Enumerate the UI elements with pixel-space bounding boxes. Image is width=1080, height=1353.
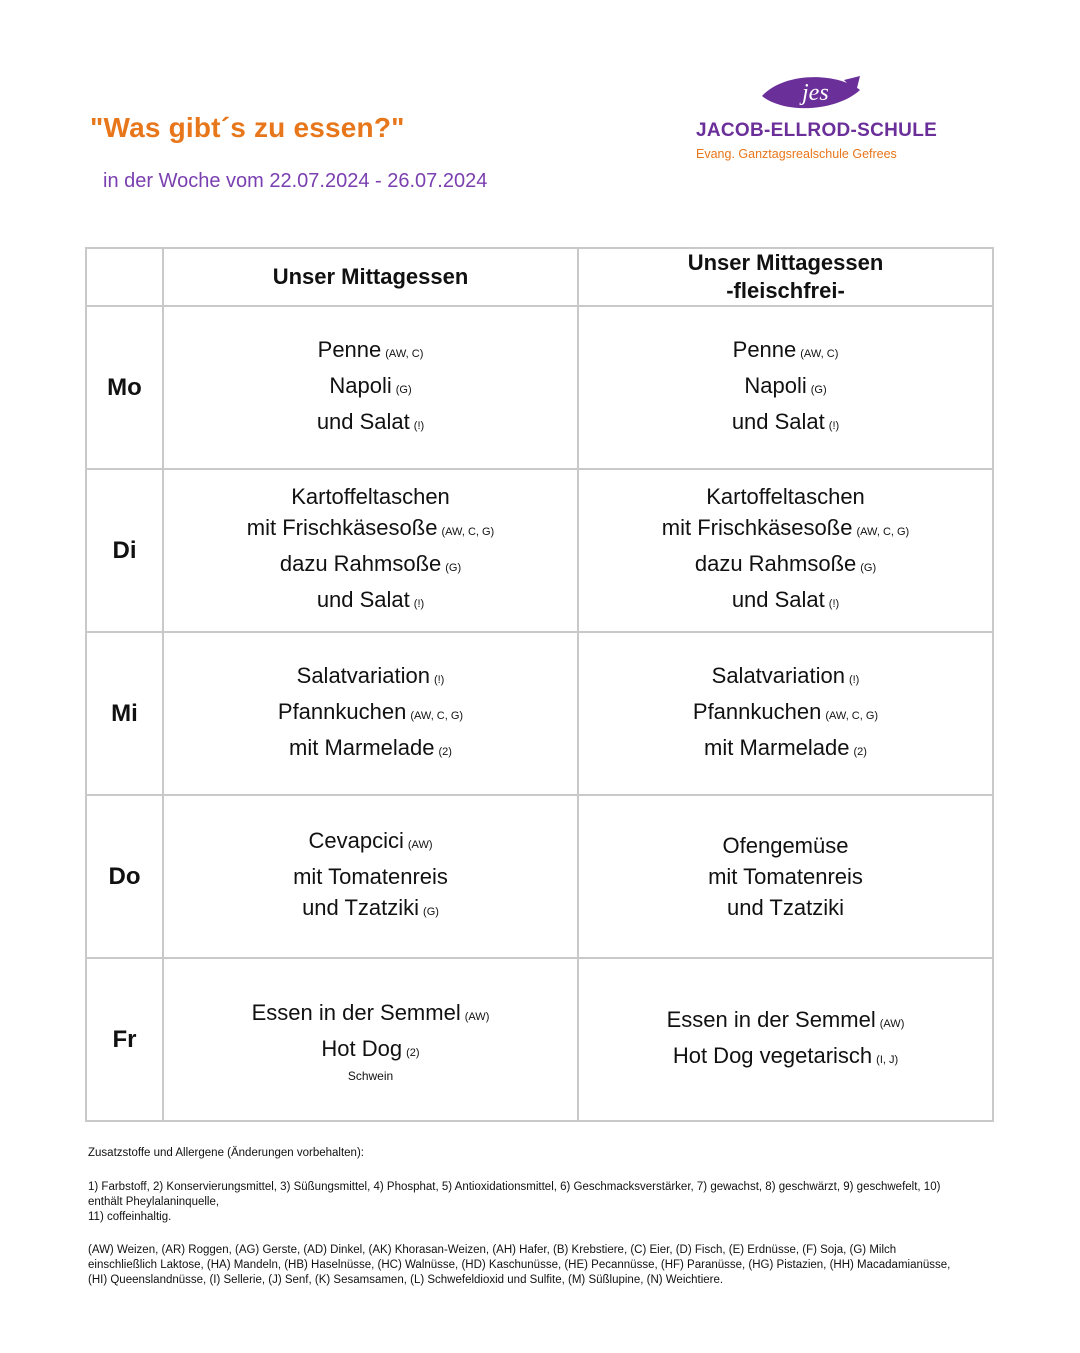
allergen-code: (I, J)	[876, 1053, 899, 1066]
additives-list	[88, 1180, 968, 1225]
allergen-code: (G)	[395, 383, 412, 396]
allergen-code: (2)	[438, 745, 452, 758]
dish-text: Penne	[317, 336, 382, 362]
menu-cell-vegetarian	[578, 795, 993, 958]
allergen-heading: Zusatzstoffe und Allergene (Änderungen vorbehalten):	[88, 1147, 364, 1159]
logo-mark-text: jes	[802, 80, 829, 106]
dish-line	[579, 548, 992, 584]
allergen-code: (AW, C, G)	[825, 709, 879, 722]
dish-text: Essen in der Semmel	[251, 999, 461, 1025]
dish-line	[579, 1004, 992, 1040]
dish-text: Pfannkuchen	[692, 698, 822, 724]
dish-text: dazu Rahmsoße	[279, 551, 442, 576]
table-row	[86, 958, 993, 1121]
allergen-code: (AW, C, G)	[410, 709, 464, 722]
menu-cell	[163, 795, 578, 958]
allergen-code: (G)	[810, 383, 827, 396]
table-row	[86, 632, 993, 795]
dish-text: und Salat	[316, 408, 410, 434]
dish-text: mit Frischkäsesoße	[661, 515, 853, 540]
header-veg-line: Unser Mittagessen	[687, 250, 884, 275]
dish-text: Napoli	[744, 372, 807, 398]
dish-line	[164, 584, 577, 620]
dish-line	[164, 406, 577, 442]
dish-line	[164, 825, 577, 861]
dish-text: Salatvariation	[296, 662, 430, 688]
dish-text: Pfannkuchen	[277, 698, 407, 724]
page-title: "Was gibt´s zu essen?"	[90, 112, 405, 143]
dish-line	[579, 861, 992, 892]
header-menu-vegetarian	[578, 248, 993, 306]
allergen-code: (AW)	[407, 839, 433, 851]
menu-cell-vegetarian	[578, 306, 993, 469]
allergen-code: (2)	[853, 745, 867, 758]
dish-line	[164, 548, 577, 584]
dish-line	[579, 660, 992, 696]
allergen-code: (!)	[848, 673, 860, 686]
school-logo	[696, 70, 936, 170]
dish-line	[579, 334, 992, 370]
dish-text: und Tzatziki	[727, 895, 844, 920]
menu-cell	[163, 958, 578, 1121]
allergen-code: (!)	[433, 673, 445, 686]
dish-text: Ofengemüse	[722, 833, 849, 858]
school-name: JACOB-ELLROD-SCHULE	[696, 120, 938, 141]
dish-text: Salatvariation	[711, 662, 845, 688]
dish-text: und Salat	[731, 587, 825, 612]
table-row	[86, 306, 993, 469]
allergen-code: (AW, C)	[800, 347, 839, 360]
allergen-code: (2)	[406, 1046, 420, 1059]
dish-line	[579, 370, 992, 406]
dish-text: und Tzatziki	[302, 895, 420, 920]
dish-line	[164, 1033, 577, 1069]
allergen-code: (AW)	[879, 1017, 905, 1030]
header-day-cell	[86, 248, 163, 306]
allergen-code: (G)	[860, 562, 877, 574]
dish-line	[579, 584, 992, 620]
dish-line	[164, 997, 577, 1033]
menu-cell-vegetarian	[578, 469, 993, 632]
menu-cell	[163, 469, 578, 632]
school-tagline: Evang. Ganztagsrealschule Gefrees	[696, 147, 897, 161]
allergens-list: (AW) Weizen, (AR) Roggen, (AG) Gerste, (AD) Dinkel, (AK) Khorasan-Weizen, (AH) Hafer, (B) Krebstiere, (C) Eier, (D) Fisch, (E) Erdnüsse, (F) Soja, (G) Milch einschließlich Laktose, (HA) Mandeln, (HB) Haselnüsse, (HC) Walnüsse, (HD) Kaschunüsse, (HE) Pecannüsse, (HF) Paranüsse, (HG) Pistazien, (HH) Macadamianüsse, (HI) Queenslandnüsse, (I) Sellerie, (J) Senf, (K) Sesamsamen, (L) Schwefeldioxid und Sulfite, (M) Süßlupine, (N) Weichtiere.	[88, 1244, 951, 1286]
week-range: in der Woche vom 22.07.2024 - 26.07.2024	[103, 170, 488, 192]
menu-cell-vegetarian	[578, 632, 993, 795]
day-label: Mi	[86, 632, 163, 795]
dish-text: mit Marmelade	[704, 734, 850, 760]
table-row	[86, 469, 993, 632]
dish-line	[579, 406, 992, 442]
dish-line	[579, 1040, 992, 1076]
dish-line	[164, 481, 577, 512]
dish-text: Napoli	[329, 372, 392, 398]
dish-text: dazu Rahmsoße	[694, 551, 857, 576]
dish-text: und Salat	[731, 408, 825, 434]
dish-text: Essen in der Semmel	[666, 1006, 876, 1032]
allergen-code: (!)	[413, 598, 425, 610]
dish-note: Schwein	[347, 1068, 394, 1083]
dish-line	[579, 481, 992, 512]
dish-text: Hot Dog vegetarisch	[672, 1042, 873, 1068]
dish-line	[164, 370, 577, 406]
menu-cell-vegetarian	[578, 958, 993, 1121]
dish-line	[164, 512, 577, 548]
menu-table	[85, 247, 994, 1122]
menu-cell	[163, 306, 578, 469]
allergen-code: (!)	[413, 419, 425, 432]
dish-line	[164, 892, 577, 928]
dish-line	[164, 696, 577, 732]
fish-logo-icon	[756, 70, 866, 118]
allergen-code: (!)	[828, 419, 840, 432]
dish-text: mit Tomatenreis	[293, 864, 448, 889]
dish-line	[164, 660, 577, 696]
dish-line	[579, 696, 992, 732]
dish-line	[164, 732, 577, 768]
day-label: Do	[86, 795, 163, 958]
day-label: Mo	[86, 306, 163, 469]
dish-text: Cevapcici	[308, 828, 404, 853]
allergen-code: (G)	[423, 906, 439, 918]
dish-text: Penne	[732, 336, 797, 362]
dish-line	[579, 892, 992, 923]
dish-line	[164, 861, 577, 892]
menu-cell	[163, 632, 578, 795]
day-label: Fr	[86, 958, 163, 1121]
dish-line	[579, 732, 992, 768]
dish-text: Kartoffeltaschen	[291, 484, 450, 509]
day-label: Di	[86, 469, 163, 632]
dish-line	[579, 512, 992, 548]
dish-text: mit Marmelade	[289, 734, 435, 760]
dish-text: und Salat	[316, 587, 410, 612]
allergen-code: (AW, C, G)	[441, 526, 495, 538]
allergen-code: (G)	[445, 562, 462, 574]
dish-text: mit Tomatenreis	[708, 864, 863, 889]
header-menu: Unser Mittagessen	[163, 248, 578, 306]
allergen-code: (AW, C)	[385, 347, 424, 360]
additives-line-2: 11) coffeinhaltig.	[88, 1211, 172, 1223]
dish-text: mit Frischkäsesoße	[246, 515, 438, 540]
dish-text: Kartoffeltaschen	[706, 484, 865, 509]
dish-text: Hot Dog	[321, 1035, 403, 1061]
table-row	[86, 795, 993, 958]
allergen-code: (AW)	[464, 1010, 490, 1023]
additives-line-1: 1) Farbstoff, 2) Konservierungsmittel, 3) Süßungsmittel, 4) Phosphat, 5) Antioxidationsmittel, 6) Geschmacksverstärker, 7) gewachst, 8) geschwärzt, 9) geschwefelt, 10) enthält Pheylalaninquelle,	[88, 1181, 941, 1208]
table-header-row	[86, 248, 993, 306]
allergen-code: (!)	[828, 598, 840, 610]
dish-line	[579, 830, 992, 861]
allergen-code: (AW, C, G)	[856, 526, 910, 538]
dish-line	[164, 334, 577, 370]
header-veg-line: -fleischfrei-	[726, 278, 845, 303]
